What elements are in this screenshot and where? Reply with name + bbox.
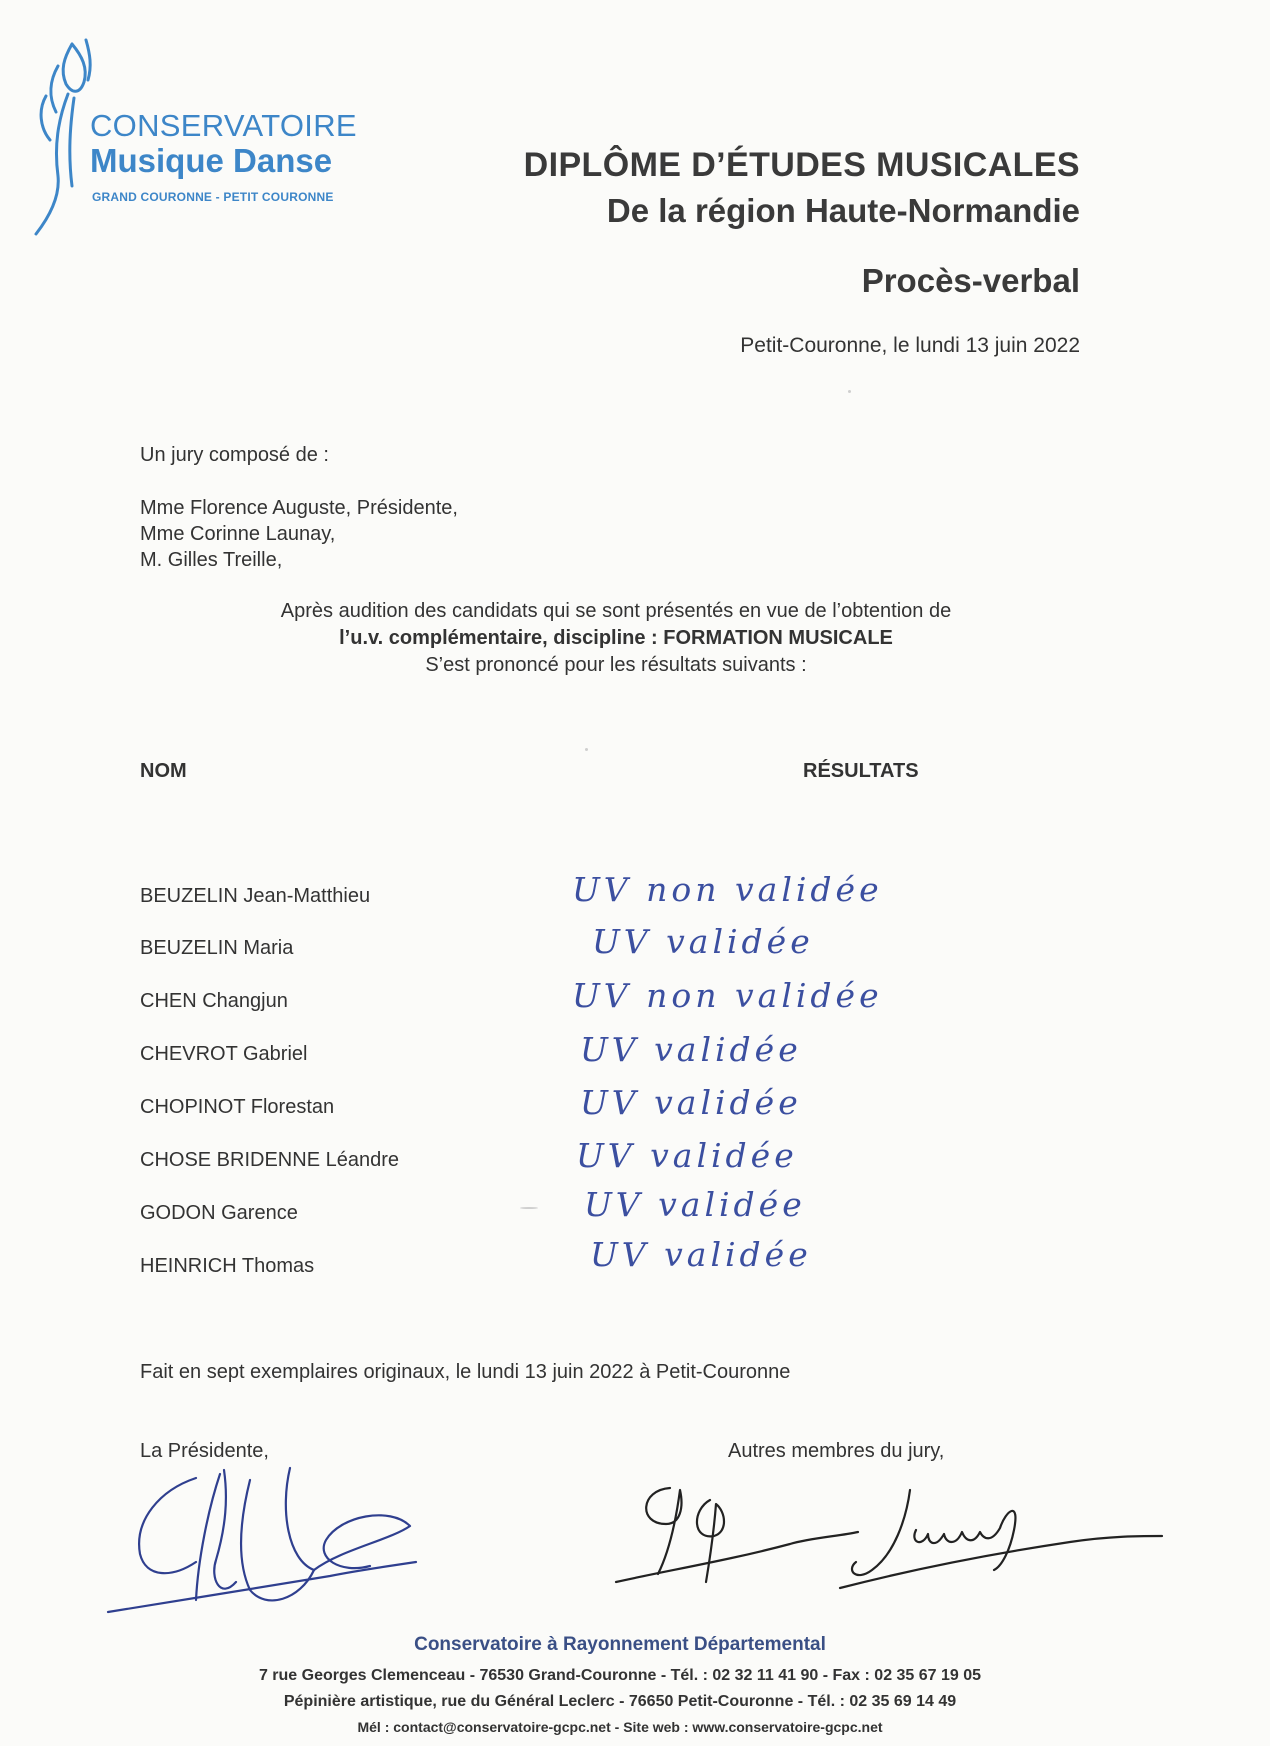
scan-speck [848,390,851,393]
candidate-result: UV validée [580,1030,802,1069]
candidate-name: CHOSE BRIDENNE Léandre [140,1149,399,1171]
candidate-name: CHEVROT Gabriel [140,1043,308,1065]
candidate-result: UV validée [592,922,814,961]
footer-institution: Conservatoire à Rayonnement Départemental [414,1634,826,1655]
footer-contact: Mél : contact@conservatoire-gcpc.net - Site web : www.conservatoire-gcpc.net [357,1719,883,1735]
logo-line-communes: GRAND COURONNE - PETIT COURONNE [92,190,334,204]
candidate-name: HEINRICH Thomas [140,1255,315,1277]
logo-line-musique-danse: Musique Danse [90,142,333,179]
statement-line-3: S’est prononcé pour les résultats suivants : [425,654,807,676]
candidate-result: UV validée [590,1235,812,1274]
candidate-result: UV validée [576,1136,798,1175]
president-signature [100,1450,430,1630]
candidate-name: CHOPINOT Florestan [140,1096,335,1118]
candidate-name: CHEN Changjun [140,990,288,1012]
jury-intro: Un jury composé de : [140,444,329,466]
jury-member: Mme Florence Auguste, Présidente, [140,497,458,519]
candidate-result: UV non validée [572,976,883,1015]
jury-signatures [610,1470,1170,1600]
dancer-logo-icon [28,36,98,236]
document-title: DIPLÔME D’ÉTUDES MUSICALES [523,146,1080,184]
jury-signature-label: Autres membres du jury, [728,1440,945,1462]
footer-address-2: Pépinière artistique, rue du Général Leclerc - 76650 Petit-Couronne - Tél. : 02 35 69 14 49 [283,1693,957,1710]
candidate-name: BEUZELIN Jean-Matthieu [140,885,371,907]
candidate-name: GODON Garence [140,1202,298,1224]
document-subtitle: De la région Haute-Normandie [606,192,1080,229]
conservatoire-logo [28,36,368,236]
candidate-name: BEUZELIN Maria [140,937,294,959]
column-header-name: NOM [140,760,187,782]
candidate-result: UV validée [584,1185,806,1224]
statement-line-2: l’u.v. complémentaire, discipline : FORMATION MUSICALE [339,627,893,649]
president-signature-label: La Présidente, [140,1440,269,1462]
jury-member: M. Gilles Treille, [140,549,283,571]
footer-address-1: 7 rue Georges Clemenceau - 76530 Grand-Couronne - Tél. : 02 32 11 41 90 - Fax : 02 35 67 19 05 [258,1667,982,1684]
closing-statement: Fait en sept exemplaires originaux, le lundi 13 juin 2022 à Petit-Couronne [140,1361,791,1383]
statement-line-1: Après audition des candidats qui se sont présentés en vue de l’obtention de [280,600,952,622]
candidate-result: UV non validée [572,870,883,909]
scan-speck [520,1207,538,1209]
place-date: Petit-Couronne, le lundi 13 juin 2022 [740,334,1080,357]
document-type: Procès-verbal [861,262,1080,299]
scan-speck [585,748,588,751]
jury-member: Mme Corinne Launay, [140,523,336,545]
logo-line-conservatoire: CONSERVATOIRE [90,108,357,143]
column-header-results: RÉSULTATS [803,760,919,782]
candidate-result: UV validée [580,1083,802,1122]
